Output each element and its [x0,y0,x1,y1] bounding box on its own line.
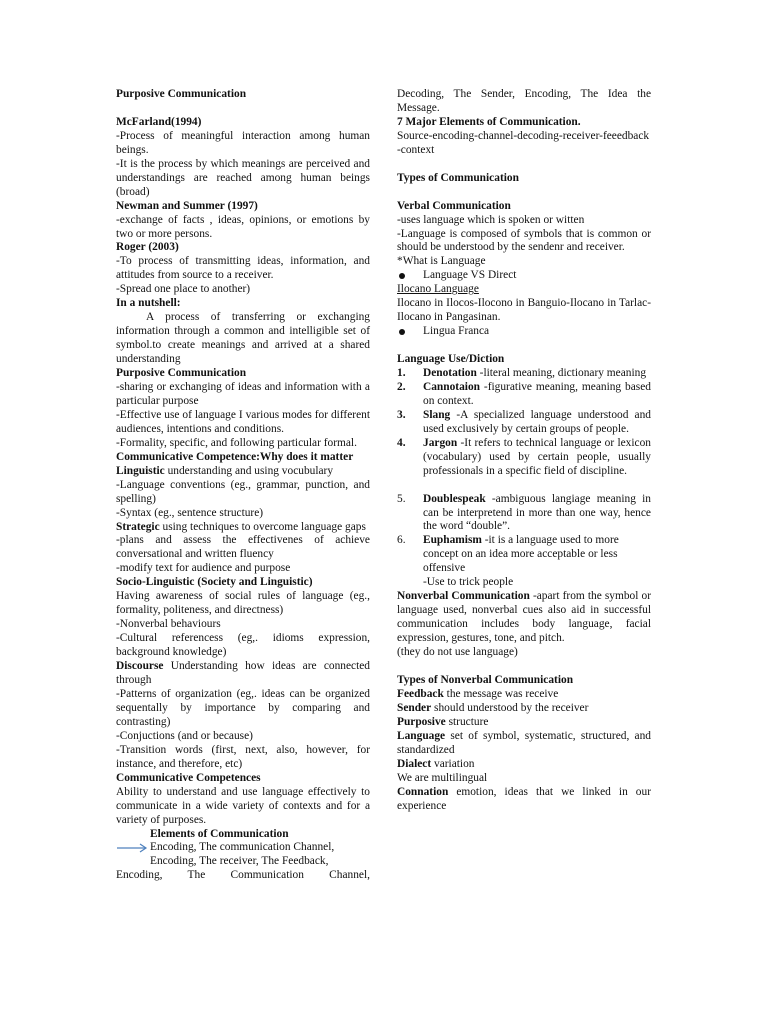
nutshell-heading: In a nutshell: [116,297,181,310]
strategic-line: -plans and assess the effectivenes of achieve conversational and written fluency [116,534,370,561]
discourse-def [116,660,370,688]
list-number: 6. [397,534,406,547]
list-text [423,409,651,437]
row-term: Sender [397,701,432,714]
nonverbal-type-row [397,702,651,716]
row-term: Purposive [397,715,446,728]
list-text [423,534,651,576]
elements-continued: Decoding, The Sender, Encoding, The Idea the Message. [397,88,651,114]
row-term: Dialect [397,757,432,770]
row-rest: emotion, ideas that we linked in our experience [397,785,651,812]
list-number: 5. [397,492,406,505]
nonverbal-type-row [397,786,651,814]
list-number: 3. [397,408,406,421]
list-text [423,381,651,409]
verbal-line: -Language is composed of symbols that is common or should be understood by the sendenr and receiver. [397,227,651,254]
list-text [423,367,651,381]
list-item [397,493,651,535]
list-term: Euphamism [423,534,482,547]
list-term: Doublespeak [423,492,486,505]
elements-line: Encoding, The Communication Channel, [116,869,370,882]
bullet-item [397,269,651,283]
bullet-text: Lingua Franca [423,325,490,338]
verbal-line: *What is Language [397,255,486,268]
roger-line: -To process of transmitting ideas, information, and attitudes from source to a receiver. [116,255,370,282]
right-arrow-icon [116,841,150,855]
nonverbal-type-row [397,772,651,786]
strategic-term: Strategic [116,520,160,533]
list-item [397,534,651,576]
mcfarland-line: -Process of meaningful interaction among human beings. [116,129,370,156]
discourse-rest: Understanding how ideas are connected through [116,660,370,687]
newman-heading: Newman and Summer (1997) [116,199,258,212]
nonverbal-type-row [397,716,651,730]
list-rest: -literal meaning, dictionary meaning [476,367,647,380]
elements-first-row [116,841,370,855]
linguistic-rest: understanding and using vocubulary [164,464,334,477]
row-rest: variation [431,757,475,770]
competences-text: Ability to understand and use language effectively to communicate in a wide variety of contexts and for a variety of purposes. [116,785,370,826]
row-rest: We are multilingual [397,771,488,784]
list-text [423,437,651,479]
nonverbal-type-row [397,730,651,758]
socio-line: -Cultural referencess (eg,. idioms expression, background knowledge) [116,632,370,659]
seven-elements-heading: 7 Major Elements of Communication. [397,115,581,128]
types-heading: Types of Communication [397,171,519,184]
nonverbal-type-row [397,688,651,702]
right-column [397,88,651,813]
diction-list [397,367,651,590]
strategic-line: -modify text for audience and purpose [116,562,291,575]
list-number: 2. [397,380,406,393]
competences-heading: Communicative Competences [116,771,261,784]
competence-heading: Communicative Competence:Why does it matter [116,450,354,463]
ilocano-heading: Ilocano Language [397,283,479,296]
verbal-line: Ilocano in Ilocos-Ilocono in Banguio-Ilocano in Tarlac-Ilocano in Pangasinan. [397,297,651,324]
list-rest: -it is a language used to more concept on an idea more acceptable or less offensive [423,534,619,575]
socio-line: -Nonverbal behaviours [116,618,221,631]
nonverbal-rest: -apart from the symbol or language used, nonverbal cues also aid in successful communication includes body language, facial expression, gestures, tone, and pitch. [397,590,652,645]
row-rest: should understood by the receiver [431,701,589,714]
linguistic-line: -Language conventions (eg., grammar, punction, and spelling) [116,478,370,505]
elements-line: Encoding, The communication Channel, [150,841,335,854]
discourse-line: -Conjuctions (and or because) [116,729,253,742]
nutshell-text: A process of transferring or exchanging information through a common and intelligible set of symbol.to create meanings and arrived at a shared understanding [116,311,370,366]
left-column [116,88,370,883]
diction-heading: Language Use/Diction [397,353,505,366]
list-item [397,381,651,409]
row-term: Connation [397,785,449,798]
seven-elements-text: Source-encoding-channel-decoding-receiver-feeedback-context [397,129,650,156]
purposive-heading: Purposive Communication [116,367,247,380]
list-item [397,367,651,381]
roger-heading: Roger (2003) [116,241,179,254]
row-term: Feedback [397,687,444,700]
elements-heading: Elements of Communication [150,827,289,840]
bullet-dot-icon [397,269,423,283]
discourse-line: -Patterns of organization (eg,. ideas can be organized sequentally by importance by comparing and contrasting) [116,687,370,728]
list-rest: -A specialized language understood and used exclusively by certain groups of people. [423,408,651,435]
newman-line: -exchange of facts , ideas, opinions, or emotions by two or more persons. [116,213,370,240]
list-number: 4. [397,436,406,449]
socio-line: Having awareness of social rules of language (eg., formality, politeness, and directness) [116,590,370,617]
socio-heading: Socio-Linguistic (Society and Linguistic) [116,576,313,589]
strategic-def [116,521,370,535]
purposive-line: -sharing or exchanging of ideas and information with a particular purpose [116,381,370,407]
purposive-line: -Effective use of language I various modes for different audiences, intentions and conditions. [116,408,370,435]
row-term: Language [397,729,446,742]
row-rest: the message was receive [443,687,559,700]
mcfarland-line: -It is the process by which meanings are perceived and understandings are reached among human beings (broad) [116,157,370,198]
strategic-rest: using techniques to overcome language gaps [159,520,366,533]
list-item [397,437,651,479]
list-term: Jargon [423,436,458,449]
linguistic-term: Linguistic [116,464,165,477]
mcfarland-heading: McFarland(1994) [116,115,202,128]
nonverbal-line: (they do not use language) [397,646,518,659]
list-rest: -It refers to technical language or lexicon (vocabulary) used by certain people, usually professionals in a specific field of discipline. [423,436,651,477]
verbal-line: -uses language which is spoken or witten [397,213,585,226]
bullet-item [397,325,651,339]
page-title: Purposive Communication [116,88,247,100]
row-rest: structure [445,715,489,728]
list-term: Slang [423,408,451,421]
discourse-line: -Transition words (first, next, also, however, for instance, and therefore, etc) [116,743,370,770]
list-term: Cannotaion [423,380,480,393]
bullet-text: Language VS Direct [423,269,517,282]
elements-line: Encoding, The receiver, The Feedback, [150,855,329,868]
purposive-line: -Formality, specific, and following particular formal. [116,436,357,449]
discourse-term: Discourse [116,660,164,673]
list-text [423,493,651,535]
roger-line: -Spread one place to another) [116,283,251,296]
nonverbal-def [397,590,651,646]
types-nonverbal-heading: Types of Nonverbal Communication [397,673,574,686]
nonverbal-type-row [397,758,651,772]
list-item [397,409,651,437]
row-rest: set of symbol, systematic, structured, and standardized [397,729,651,756]
bullet-dot-icon [397,325,423,339]
list-number: 1. [397,367,406,380]
linguistic-line: -Syntax (eg., sentence structure) [116,506,264,519]
list-term: Denotation [423,367,477,380]
list-rest: -ambiguous langiage meaning in can be interpretend in more than one way, hence the word “double”. [423,492,651,533]
verbal-heading: Verbal Communication [397,199,511,212]
list-rest: -figurative meaning, meaning based on context. [423,380,651,407]
nonverbal-term: Nonverbal Communication [397,590,530,603]
trick-line: -Use to trick people [423,576,514,589]
linguistic-def [116,465,370,479]
